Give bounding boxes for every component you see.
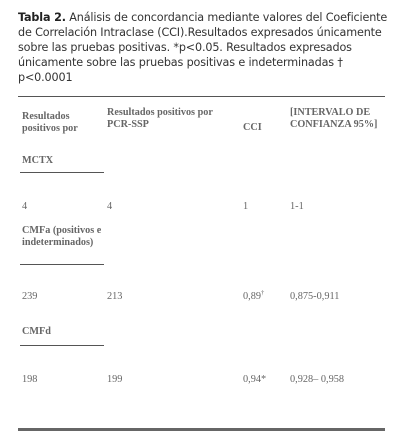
header-col4: [INTERVALO DE CONFIANZA 95%] [290, 107, 378, 130]
header-col1: Resultados positivos por [22, 111, 78, 134]
header-col2: Resultados positivos por PCR-SSP [107, 107, 213, 130]
row-cmfa-c4: 0,875-0,911 [290, 291, 340, 302]
row-cmfa-c2: 213 [107, 291, 123, 302]
row-mctx-c1: 4 [22, 201, 28, 212]
group-underline-cmfd [20, 345, 104, 346]
table-caption [18, 10, 390, 85]
caption-text: Análisis de concordancia mediante valores del Coeficiente de Correlación Intraclase (CCI).Resultados expresados únicamente sobre las pruebas positivas. *p<0.05. Resultados expresados únicamente sobre las pruebas positivas e indeterminadas † p<0.0001 [18, 11, 388, 84]
group-underline-cmfa [20, 264, 104, 265]
group-label-cmfd: CMFd [22, 326, 51, 337]
header-col3: CCI [243, 122, 262, 133]
row-cmfd-c1: 198 [22, 374, 38, 385]
group-underline-mctx [20, 172, 104, 173]
row-cmfd-c3: 0,94* [243, 374, 267, 385]
row-cmfd-c2: 199 [107, 374, 123, 385]
group-label-mctx: MCTX [22, 155, 54, 166]
row-cmfa-c3: 0,89† [243, 289, 265, 302]
table-top-rule [18, 96, 385, 97]
row-cmfd-c4: 0,928– 0,958 [290, 374, 345, 385]
row-cmfa-c1: 239 [22, 291, 38, 302]
row-mctx-c2: 4 [107, 201, 113, 212]
group-label-cmfa: CMFa (positivos e indeterminados) [22, 225, 102, 248]
table-bottom-rule [18, 428, 385, 431]
row-mctx-c3: 1 [243, 201, 249, 212]
table-label: Tabla 2. [18, 11, 66, 24]
row-mctx-c4: 1-1 [290, 201, 304, 212]
